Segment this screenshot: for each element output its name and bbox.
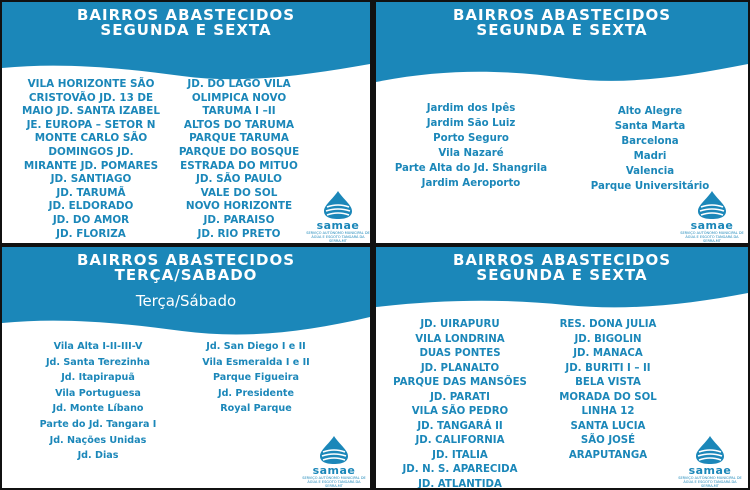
list-item: JD. UIRAPURU xyxy=(420,319,500,330)
list-item: JD. FLORIZA xyxy=(56,227,126,240)
list-item: PARQUE DAS MANSÕES xyxy=(393,377,527,388)
list-item: JD. PLANALTO xyxy=(420,362,500,374)
list-item: Royal Parque xyxy=(220,403,292,415)
list-item: JD. RIO PRETO xyxy=(197,227,281,240)
water-drop-icon xyxy=(693,435,727,465)
samae-logo xyxy=(680,190,744,243)
list-item: SÃO JOSÉ xyxy=(580,435,636,446)
neighborhood-list-right xyxy=(544,318,672,463)
list-item: Jd. Itapirapuã xyxy=(61,372,135,384)
logo-tagline: SERVIÇO AUTÔNOMO MUNICIPAL DE ÁGUA E ESGOTO TANGARÁ DA SERRA-MT xyxy=(678,476,742,488)
list-item: Barcelona xyxy=(621,136,679,147)
panel-subtitle: Terça/Sábado xyxy=(135,292,237,310)
list-item: NOVO HORIZONTE xyxy=(185,200,293,213)
samae-logo xyxy=(306,190,370,243)
neighborhood-list-left xyxy=(376,101,566,191)
logo-name: samae xyxy=(690,219,734,232)
list-item: JD. BIGOLIN xyxy=(574,333,642,345)
list-item: VALE DO SOL xyxy=(200,186,278,199)
panel-terca-sabado xyxy=(2,247,370,488)
list-item: JD. PARAISO xyxy=(203,213,275,226)
list-item: JD. SANTIAGO xyxy=(50,173,132,186)
list-item: Jardim Aeroporto xyxy=(421,178,521,189)
list-item: VILA LONDRINA xyxy=(415,333,505,345)
water-drop-icon xyxy=(321,190,355,220)
list-item: JD. CALIFORNIA xyxy=(415,435,505,446)
list-item: JD. PARATI xyxy=(430,391,490,403)
list-item: JD. DO AMOR xyxy=(52,213,130,226)
title-line-1: BAIRROS ABASTECIDOS xyxy=(76,6,296,24)
list-item: JD. N. S. APARECIDA xyxy=(402,464,518,475)
list-item: JD. BURITI I – II xyxy=(565,362,651,374)
list-item: Vila Portuguesa xyxy=(55,387,141,399)
logo-tagline: SERVIÇO AUTÔNOMO MUNICIPAL DE ÁGUA E ESGOTO TANGARÁ DA SERRA-MT xyxy=(306,231,370,243)
list-item: Jardim dos Ipês xyxy=(426,103,516,114)
neighborhood-list-left xyxy=(376,318,544,488)
list-item: SANTA LUCIA xyxy=(570,420,646,432)
list-item: JD. MANACA xyxy=(573,348,643,359)
list-item: RES. DONA JULIA xyxy=(559,319,657,330)
list-item: Jd. Presidente xyxy=(218,387,294,399)
list-item: MIRANTE JD. POMARES xyxy=(23,159,159,172)
list-item: Jd. Nações Unidas xyxy=(49,434,147,446)
title-line-1: BAIRROS ABASTECIDOS xyxy=(452,251,672,269)
title-line-2: SEGUNDA E SEXTA xyxy=(476,266,648,284)
neighborhood-list-left xyxy=(14,339,182,464)
list-item: MONTE CARLO SÃO xyxy=(34,132,148,145)
list-item: Parte Alta do Jd. Shangrila xyxy=(394,163,548,174)
list-item: DUAS PONTES xyxy=(419,348,501,359)
list-item: Parte do Jd. Tangara I xyxy=(39,418,157,430)
list-item: Santa Marta xyxy=(614,121,686,132)
list-item: VILA SÃO PEDRO xyxy=(411,406,509,417)
list-item: JD. TANGARÁ II xyxy=(417,420,503,432)
title-line-1: BAIRROS ABASTECIDOS xyxy=(452,6,672,24)
list-item: VILA HORIZONTE SÃO xyxy=(27,78,155,90)
title-line-2: SEGUNDA E SEXTA xyxy=(476,21,648,39)
list-item: Jd. San Diego I e II xyxy=(206,341,306,352)
list-item: MORADA DO SOL xyxy=(559,391,657,403)
panel-title xyxy=(376,253,748,283)
panel-segunda-sexta-2 xyxy=(376,2,748,243)
samae-logo xyxy=(302,435,366,488)
title-line-2: SEGUNDA E SEXTA xyxy=(100,21,272,39)
water-drop-icon xyxy=(695,190,729,220)
list-item: Vila Esmeralda I e II xyxy=(202,356,310,368)
logo-tagline: SERVIÇO AUTÔNOMO MUNICIPAL DE ÁGUA E ESGOTO TANGARÁ DA SERRA-MT xyxy=(302,476,366,488)
list-item: ALTOS DO TARUMA xyxy=(183,118,295,131)
list-item: OLIMPICA NOVO xyxy=(191,91,287,104)
list-item: Jd. Monte Líbano xyxy=(52,403,144,415)
list-item: Parque Universitário xyxy=(590,181,710,192)
list-item: CRISTOVÃO JD. 13 DE xyxy=(28,91,154,104)
list-item: Jardim São Luiz xyxy=(426,118,516,129)
list-item: Jd. Dias xyxy=(77,450,119,462)
panel-segunda-sexta-1 xyxy=(2,2,370,243)
list-item: TARUMA I –II xyxy=(202,105,276,118)
samae-logo xyxy=(678,435,742,488)
panel-title xyxy=(2,8,370,38)
list-item: Vila Nazaré xyxy=(438,148,504,159)
list-item: PARQUE TARUMA xyxy=(189,132,289,145)
list-item: Porto Seguro xyxy=(433,133,509,144)
list-item: MAIO JD. SANTA IZABEL xyxy=(22,105,160,118)
water-drop-icon xyxy=(317,435,351,465)
list-item: JE. EUROPA – SETOR N xyxy=(26,118,156,131)
list-item: Madri xyxy=(633,151,667,162)
list-item: JD. ITALIA xyxy=(432,449,488,461)
list-item: JD. SÃO PAULO xyxy=(196,173,282,186)
list-item: JD. ELDORADO xyxy=(48,200,134,213)
list-item: Jd. Santa Terezinha xyxy=(45,356,151,368)
list-item: JD. TARUMÃ xyxy=(56,186,126,199)
neighborhood-list-right xyxy=(186,339,326,417)
neighborhood-list-right xyxy=(170,78,308,241)
list-item: ESTRADA DO MITUO xyxy=(180,159,298,172)
title-line-2: TERÇA/SABADO xyxy=(114,266,258,284)
list-item: BELA VISTA xyxy=(575,377,641,388)
logo-name: samae xyxy=(316,219,360,232)
list-item: JD. ATLANTIDA xyxy=(418,478,502,488)
list-item: Vila Alta I-II-III-V xyxy=(53,341,143,352)
list-item: ARAPUTANGA xyxy=(568,449,648,461)
list-item: Valencia xyxy=(625,166,675,177)
logo-tagline: SERVIÇO AUTÔNOMO MUNICIPAL DE ÁGUA E ESGOTO TANGARÁ DA SERRA-MT xyxy=(680,231,744,243)
logo-name: samae xyxy=(312,464,356,477)
logo-name: samae xyxy=(688,464,732,477)
neighborhood-list-right xyxy=(572,104,728,194)
list-item: Alto Alegre xyxy=(617,106,683,117)
title-line-1: BAIRROS ABASTECIDOS xyxy=(76,251,296,269)
list-item: JD. DO LAGO VILA xyxy=(187,78,291,90)
list-item: Parque Figueira xyxy=(212,372,300,384)
neighborhood-list-left xyxy=(6,78,176,241)
list-item: DOMINGOS JD. xyxy=(48,145,134,158)
panel-title xyxy=(2,253,370,283)
list-item: LINHA 12 xyxy=(581,406,635,417)
list-item: PARQUE DO BOSQUE xyxy=(178,145,300,158)
panel-segunda-sexta-3 xyxy=(376,247,748,488)
panel-title xyxy=(376,8,748,38)
